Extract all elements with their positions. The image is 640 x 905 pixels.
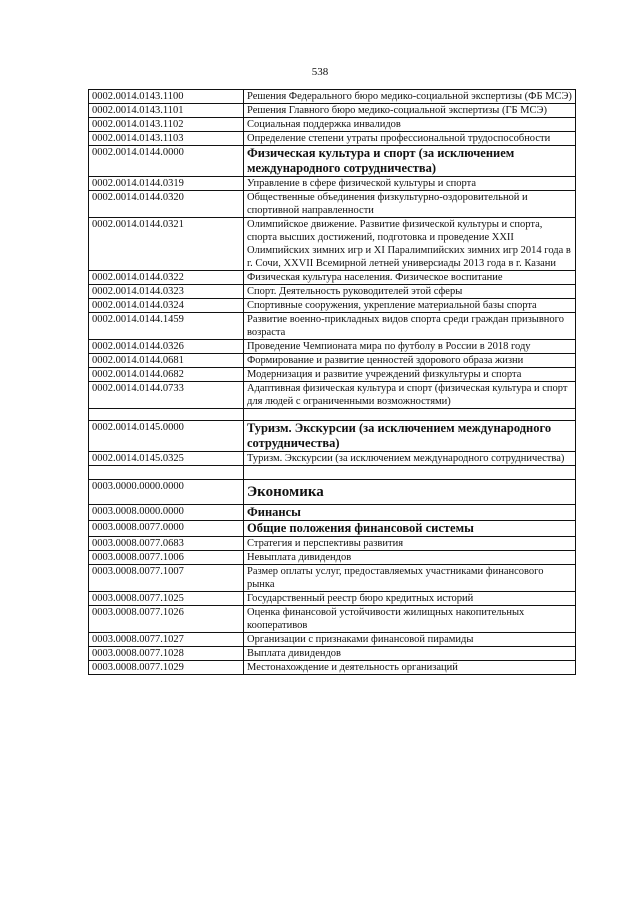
table-row [89,565,576,592]
description-cell: Туризм. Экскурсии (за исключением международного сотрудничества) [244,421,576,452]
description-cell: Адаптивная физическая культура и спорт (физическая культура и спорт для людей с ограниченными возможностями) [244,382,576,409]
description-cell: Государственный реестр бюро кредитных историй [244,592,576,606]
description-cell: Формирование и развитие ценностей здорового образа жизни [244,354,576,368]
description-cell: Оценка финансовой устойчивости жилищных накопительных кооперативов [244,606,576,633]
description-cell [244,466,576,480]
code-cell: 0002.0014.0145.0325 [89,452,244,466]
description-cell: Физическая культура населения. Физическое воспитание [244,271,576,285]
table-row [89,480,576,505]
description-cell: Местонахождение и деятельность организаций [244,661,576,675]
table-row [89,299,576,313]
code-cell: 0002.0014.0144.0681 [89,354,244,368]
description-cell: Проведение Чемпионата мира по футболу в России в 2018 году [244,340,576,354]
classifier-table-body [89,90,576,675]
code-cell: 0003.0008.0000.0000 [89,505,244,521]
table-row [89,382,576,409]
description-cell: Развитие военно-прикладных видов спорта среди граждан призывного возраста [244,313,576,340]
description-cell: Организации с признаками финансовой пирамиды [244,633,576,647]
code-cell: 0002.0014.0144.0000 [89,146,244,177]
description-cell: Финансы [244,505,576,521]
description-cell: Общие положения финансовой системы [244,521,576,537]
code-cell: 0002.0014.0143.1100 [89,90,244,104]
code-cell: 0003.0008.0077.0000 [89,521,244,537]
table-row [89,551,576,565]
table-row [89,132,576,146]
table-row [89,537,576,551]
table-row [89,191,576,218]
spacer-row [89,409,576,421]
table-row [89,633,576,647]
table-row [89,177,576,191]
description-cell: Определение степени утраты профессиональной трудоспособности [244,132,576,146]
table-row [89,592,576,606]
code-cell: 0002.0014.0144.0324 [89,299,244,313]
description-cell: Стратегия и перспективы развития [244,537,576,551]
code-cell: 0003.0008.0077.1025 [89,592,244,606]
table-row [89,118,576,132]
table-row [89,90,576,104]
code-cell: 0002.0014.0144.0319 [89,177,244,191]
code-cell: 0002.0014.0143.1101 [89,104,244,118]
code-cell: 0002.0014.0143.1103 [89,132,244,146]
code-cell: 0002.0014.0144.0320 [89,191,244,218]
table-row [89,368,576,382]
code-cell: 0002.0014.0144.0322 [89,271,244,285]
code-cell: 0003.0008.0077.1007 [89,565,244,592]
page-number: 538 [311,66,329,78]
description-cell: Решения Главного бюро медико-социальной экспертизы (ГБ МСЭ) [244,104,576,118]
code-cell: 0002.0014.0144.0321 [89,218,244,271]
code-cell [89,409,244,421]
description-cell: Олимпийское движение. Развитие физической культуры и спорта, спорта высших достижений, подготовка и проведение XXII Олимпийских зимних игр и XI Паралимпийских зимних игр 2014 года в г. Сочи, XXVII Всемирной летней универсиады 2013 года в г. Казани [244,218,576,271]
code-cell: 0003.0008.0077.0683 [89,537,244,551]
description-cell: Невыплата дивидендов [244,551,576,565]
table-row [89,661,576,675]
description-cell: Управление в сфере физической культуры и спорта [244,177,576,191]
description-cell: Спортивные сооружения, укрепление материальной базы спорта [244,299,576,313]
code-cell: 0003.0008.0077.1029 [89,661,244,675]
description-cell: Туризм. Экскурсии (за исключением международного сотрудничества) [244,452,576,466]
code-cell [89,466,244,480]
code-cell: 0003.0008.0077.1026 [89,606,244,633]
description-cell: Общественные объединения физкультурно-оздоровительной и спортивной направленности [244,191,576,218]
code-cell: 0002.0014.0144.0323 [89,285,244,299]
table-row [89,104,576,118]
code-cell: 0002.0014.0144.0682 [89,368,244,382]
table-row [89,340,576,354]
description-cell: Физическая культура и спорт (за исключением международного сотрудничества) [244,146,576,177]
code-cell: 0002.0014.0145.0000 [89,421,244,452]
code-cell: 0002.0014.0144.0733 [89,382,244,409]
table-row [89,452,576,466]
table-row [89,521,576,537]
spacer-row [89,466,576,480]
table-row [89,505,576,521]
table-row [89,647,576,661]
table-row [89,285,576,299]
code-cell: 0003.0008.0077.1028 [89,647,244,661]
description-cell: Решения Федерального бюро медико-социальной экспертизы (ФБ МСЭ) [244,90,576,104]
description-cell: Выплата дивидендов [244,647,576,661]
description-cell: Экономика [244,480,576,505]
code-cell: 0002.0014.0144.1459 [89,313,244,340]
code-cell: 0002.0014.0144.0326 [89,340,244,354]
code-cell: 0003.0008.0077.1006 [89,551,244,565]
description-cell: Социальная поддержка инвалидов [244,118,576,132]
description-cell [244,409,576,421]
description-cell: Размер оплаты услуг, предоставляемых участниками финансового рынка [244,565,576,592]
table-row [89,354,576,368]
table-row [89,421,576,452]
table-row [89,146,576,177]
description-cell: Модернизация и развитие учреждений физкультуры и спорта [244,368,576,382]
table-row [89,606,576,633]
code-cell: 0003.0000.0000.0000 [89,480,244,505]
classifier-table [88,89,576,675]
description-cell: Спорт. Деятельность руководителей этой сферы [244,285,576,299]
table-row [89,313,576,340]
code-cell: 0003.0008.0077.1027 [89,633,244,647]
table-row [89,271,576,285]
table-row [89,218,576,271]
code-cell: 0002.0014.0143.1102 [89,118,244,132]
